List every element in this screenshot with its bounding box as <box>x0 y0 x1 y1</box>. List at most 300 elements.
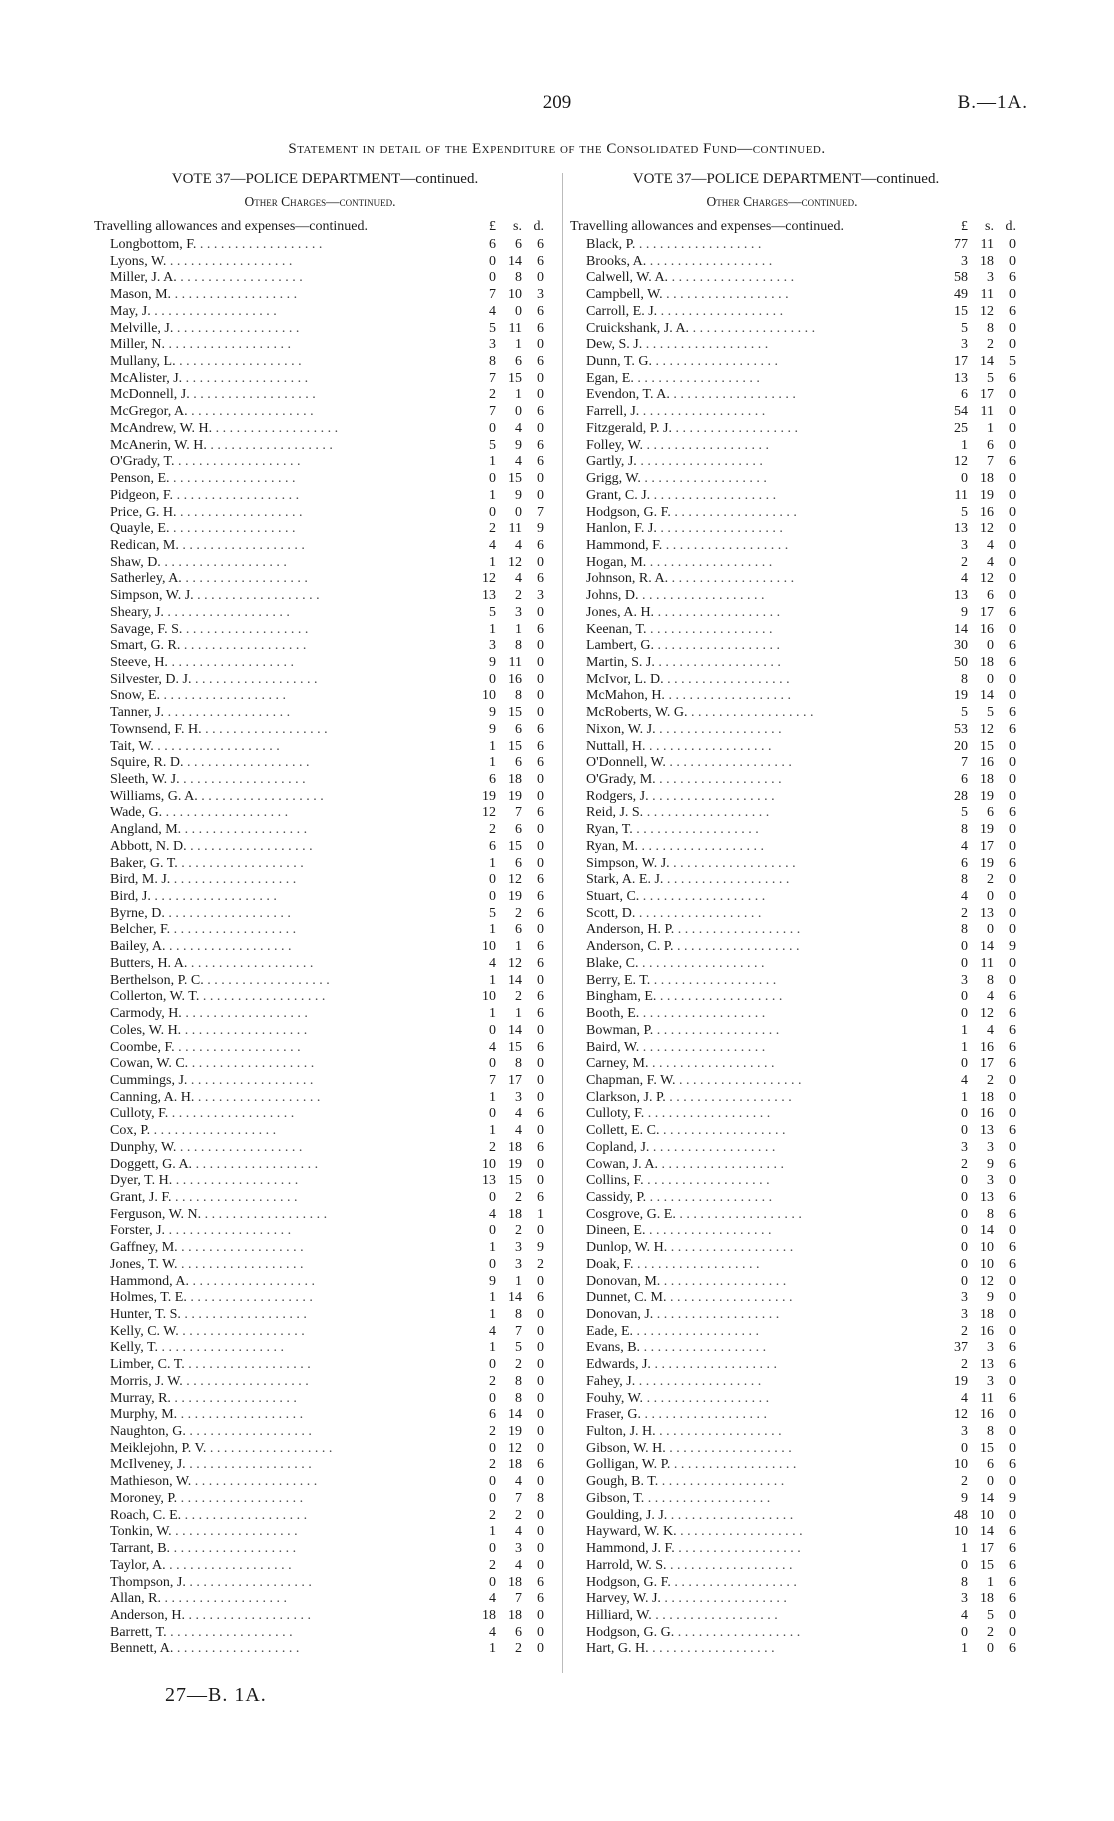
amount-shillings: 14 <box>508 1407 522 1423</box>
payee-name-text: Thompson, J. <box>110 1574 186 1590</box>
leader-dots: . . . . . . . . . . . . . . . . . . <box>150 889 277 905</box>
amount-shillings: 17 <box>980 604 994 620</box>
leader-dots: . . . . . . . . . . . . . . . . . . <box>660 1273 787 1289</box>
amount-pounds: 5 <box>961 805 968 821</box>
table-row <box>94 805 557 822</box>
payee-name <box>586 856 946 873</box>
payee-name <box>586 254 946 271</box>
amount-shillings: 16 <box>980 621 994 637</box>
left-table <box>94 219 557 1658</box>
payee-name <box>110 956 470 973</box>
payee-name <box>586 1641 946 1658</box>
left-subheading: Other Charges—continued. <box>244 194 396 209</box>
leader-dots: . . . . . . . . . . . . . . . . . . <box>657 303 784 319</box>
amount-pence: 6 <box>1009 1574 1016 1590</box>
amount-pence: 6 <box>537 939 544 955</box>
payee-name-text: Miller, N. <box>110 337 166 353</box>
payee-name <box>110 1274 470 1291</box>
amount-shillings: 14 <box>980 939 994 955</box>
amount-shillings: 10 <box>980 1240 994 1256</box>
table-row <box>570 354 1030 371</box>
amount-pence: 0 <box>537 1357 544 1373</box>
payee-name-text: Cruickshank, J. A. <box>586 320 690 336</box>
amount-pence: 6 <box>537 253 544 269</box>
payee-name <box>110 404 470 421</box>
amount-pence: 6 <box>537 1457 544 1473</box>
amount-pounds: 8 <box>961 1574 968 1590</box>
amount-shillings: 12 <box>508 872 522 888</box>
amount-shillings: 8 <box>987 1424 994 1440</box>
payee-name <box>586 1040 946 1057</box>
amount-pence: 0 <box>1009 788 1016 804</box>
amount-pounds: 1 <box>489 1089 496 1105</box>
table-row <box>94 722 557 739</box>
payee-name <box>586 1340 946 1357</box>
amount-shillings: 18 <box>980 772 994 787</box>
amount-pounds: 3 <box>489 337 496 353</box>
leader-dots: . . . . . . . . . . . . . . . . . . <box>177 1407 304 1423</box>
leader-dots: . . . . . . . . . . . . . . . . . . <box>160 688 287 704</box>
table-row <box>94 521 557 538</box>
payee-name <box>110 1223 470 1240</box>
amount-pence: 6 <box>1009 1056 1016 1072</box>
table-row <box>94 1424 557 1441</box>
amount-pence: 0 <box>537 1173 544 1189</box>
payee-name <box>586 922 946 939</box>
table-row <box>94 1140 557 1157</box>
payee-name <box>110 1340 470 1357</box>
table-row <box>94 1240 557 1257</box>
leader-dots: . . . . . . . . . . . . . . . . . . <box>633 1323 760 1339</box>
payee-name <box>110 1591 470 1608</box>
amount-pounds: 1 <box>961 1089 968 1105</box>
amount-pounds: 4 <box>961 571 968 587</box>
payee-name <box>110 672 470 689</box>
table-row <box>570 839 1030 856</box>
payee-name-text: Steeve, H. <box>110 654 168 670</box>
table-row <box>94 304 557 321</box>
amount-shillings: 13 <box>980 1123 994 1139</box>
table-row <box>570 404 1030 421</box>
payee-name-text: Cosgrove, G. E. <box>586 1206 676 1222</box>
amount-pence: 0 <box>1009 320 1016 336</box>
table-row <box>94 755 557 772</box>
amount-pence: 6 <box>1009 1541 1016 1557</box>
leader-dots: . . . . . . . . . . . . . . . . . . <box>186 1290 313 1306</box>
payee-name <box>586 1407 946 1424</box>
payee-name <box>110 1391 470 1408</box>
leader-dots: . . . . . . . . . . . . . . . . . . <box>666 1557 793 1573</box>
payee-name <box>586 1207 946 1224</box>
table-row <box>94 471 557 488</box>
amount-pence: 0 <box>537 554 544 570</box>
payee-name-text: Holmes, T. E. <box>110 1290 187 1306</box>
payee-name-text: Sheary, J. <box>110 604 164 620</box>
amount-pounds: 8 <box>961 822 968 838</box>
amount-pence: 0 <box>537 1373 544 1389</box>
table-row <box>94 1441 557 1458</box>
leader-dots: . . . . . . . . . . . . . . . . . . <box>657 1156 784 1172</box>
amount-pence: 7 <box>537 504 544 520</box>
amount-pence: 6 <box>537 354 544 370</box>
payee-name <box>110 454 470 471</box>
table-row <box>94 454 557 471</box>
amount-shillings: 15 <box>508 370 522 386</box>
payee-name-text: Johns, D. <box>586 588 639 604</box>
leader-dots: . . . . . . . . . . . . . . . . . . <box>191 1474 318 1490</box>
amount-shillings: 6 <box>987 437 994 453</box>
amount-pence: 6 <box>537 1139 544 1155</box>
table-row <box>570 237 1030 254</box>
amount-pounds: 2 <box>489 1557 496 1573</box>
leader-dots: . . . . . . . . . . . . . . . . . . <box>177 1490 304 1506</box>
payee-name-text: Bird, J. <box>110 889 151 905</box>
amount-shillings: 1 <box>515 1273 522 1289</box>
table-row <box>570 906 1030 923</box>
amount-pounds: 1 <box>489 1340 496 1356</box>
amount-pence: 0 <box>537 1624 544 1640</box>
amount-pence: 8 <box>537 1490 544 1506</box>
payee-name-text: Fulton, J. H. <box>586 1424 656 1440</box>
amount-pounds: 0 <box>961 1223 968 1239</box>
payee-name-text: Bowman, P. <box>586 1022 654 1038</box>
amount-pence: 0 <box>1009 1273 1016 1289</box>
amount-pounds: 5 <box>489 320 496 336</box>
table-row <box>570 571 1030 588</box>
amount-pounds: 77 <box>954 237 968 252</box>
leader-dots: . . . . . . . . . . . . . . . . . . <box>674 1624 801 1640</box>
amount-pence: 6 <box>537 320 544 336</box>
table-row <box>94 1040 557 1057</box>
amount-shillings: 6 <box>515 721 522 737</box>
table-row <box>94 688 557 705</box>
amount-pounds: 2 <box>489 521 496 537</box>
amount-shillings: 2 <box>515 989 522 1005</box>
table-row <box>94 1073 557 1090</box>
amount-shillings: 1 <box>515 1006 522 1022</box>
payee-name <box>586 1357 946 1374</box>
amount-shillings: 2 <box>515 588 522 604</box>
payee-name <box>586 1591 946 1608</box>
table-row <box>570 672 1030 689</box>
amount-pence: 6 <box>537 571 544 587</box>
amount-pence: 0 <box>1009 1173 1016 1189</box>
table-row <box>94 1173 557 1190</box>
amount-pounds: 1 <box>961 1641 968 1657</box>
amount-shillings: 8 <box>515 1056 522 1072</box>
amount-pence: 0 <box>537 471 544 487</box>
payee-name <box>586 1608 946 1625</box>
table-row <box>570 722 1030 739</box>
payee-name <box>110 889 470 906</box>
amount-shillings: 19 <box>508 1156 522 1172</box>
payee-name-text: Cummings, J. <box>110 1072 188 1088</box>
leader-dots: . . . . . . . . . . . . . . . . . . <box>639 1039 766 1055</box>
payee-name-text: Price, G. H. <box>110 504 177 520</box>
table-row <box>94 772 557 789</box>
amount-shillings: 15 <box>508 1173 522 1189</box>
amount-shillings: 1 <box>515 337 522 353</box>
payee-name <box>110 1524 470 1541</box>
amount-shillings: 6 <box>515 922 522 938</box>
payee-name-text: Townsend, F. H. <box>110 721 202 737</box>
amount-pounds: 11 <box>954 487 968 503</box>
amount-pounds: 3 <box>961 1591 968 1607</box>
amount-pence: 0 <box>1009 1139 1016 1155</box>
leader-dots: . . . . . . . . . . . . . . . . . . <box>689 320 816 336</box>
table-row <box>94 989 557 1006</box>
amount-pence: 0 <box>1009 487 1016 503</box>
amount-shillings: 4 <box>515 1106 522 1122</box>
payee-name <box>110 354 470 371</box>
amount-pounds: 14 <box>954 621 968 637</box>
leader-dots: . . . . . . . . . . . . . . . . . . <box>644 1490 771 1506</box>
amount-pounds: 0 <box>961 939 968 955</box>
amount-pence: 6 <box>1009 1591 1016 1607</box>
leader-dots: . . . . . . . . . . . . . . . . . . <box>662 287 789 303</box>
leader-dots: . . . . . . . . . . . . . . . . . . <box>674 922 801 938</box>
payee-name <box>586 1257 946 1274</box>
payee-name <box>110 1140 470 1157</box>
amount-shillings: 8 <box>515 1390 522 1406</box>
payee-name <box>586 672 946 689</box>
amount-pounds: 1 <box>489 972 496 988</box>
leader-dots: . . . . . . . . . . . . . . . . . . <box>665 755 792 771</box>
leader-dots: . . . . . . . . . . . . . . . . . . <box>632 822 759 838</box>
amount-pounds: 0 <box>961 1123 968 1139</box>
amount-pence: 0 <box>537 1474 544 1490</box>
leader-dots: . . . . . . . . . . . . . . . . . . <box>667 1507 794 1523</box>
table-row <box>570 337 1030 354</box>
amount-pounds: 0 <box>961 1240 968 1256</box>
payee-name <box>586 1441 946 1458</box>
amount-pounds: 3 <box>961 537 968 553</box>
payee-name <box>110 588 470 605</box>
table-row <box>570 1524 1030 1541</box>
payee-name <box>586 1157 946 1174</box>
table-row <box>570 705 1030 722</box>
amount-shillings: 16 <box>980 1323 994 1339</box>
payee-name <box>586 354 946 371</box>
payee-name <box>586 839 946 856</box>
payee-name-text: Squire, R. D. <box>110 755 184 771</box>
payee-name-text: May, J. <box>110 303 151 319</box>
leader-dots: . . . . . . . . . . . . . . . . . . <box>650 972 777 988</box>
leader-dots: . . . . . . . . . . . . . . . . . . <box>667 1240 794 1256</box>
table-row <box>570 454 1030 471</box>
amount-pounds: 7 <box>489 1072 496 1088</box>
table-row <box>570 1508 1030 1525</box>
amount-shillings: 6 <box>987 805 994 821</box>
leader-dots: . . . . . . . . . . . . . . . . . . <box>182 370 309 386</box>
payee-name <box>110 1240 470 1257</box>
leader-dots: . . . . . . . . . . . . . . . . . . <box>669 387 796 403</box>
leader-dots: . . . . . . . . . . . . . . . . . . <box>181 1022 308 1038</box>
payee-name-text: Mullany, L. <box>110 354 176 370</box>
leader-dots: . . . . . . . . . . . . . . . . . . <box>641 1407 768 1423</box>
amount-pence: 0 <box>1009 621 1016 637</box>
table-row <box>570 1491 1030 1508</box>
left-vote-heading: VOTE 37—POLICE DEPARTMENT—continued. <box>171 171 479 187</box>
payee-name <box>110 789 470 806</box>
amount-pence: 0 <box>537 654 544 670</box>
payee-name-text: Miller, J. A. <box>110 270 177 286</box>
leader-dots: . . . . . . . . . . . . . . . . . . <box>674 1541 801 1557</box>
amount-pounds: 0 <box>961 1624 968 1640</box>
amount-pence: 0 <box>1009 337 1016 353</box>
payee-name <box>586 521 946 538</box>
table-row <box>94 889 557 906</box>
payee-name-text: Naughton, G. <box>110 1424 186 1440</box>
table-row <box>570 1541 1030 1558</box>
amount-shillings: 4 <box>515 1123 522 1139</box>
table-row <box>570 1575 1030 1592</box>
payee-name <box>110 1575 470 1592</box>
payee-name <box>110 538 470 555</box>
leader-dots: . . . . . . . . . . . . . . . . . . <box>650 1357 777 1373</box>
payee-name <box>586 304 946 321</box>
amount-shillings: 0 <box>987 889 994 905</box>
payee-name-text: Moroney, P. <box>110 1490 178 1506</box>
payee-name <box>586 956 946 973</box>
amount-shillings: 13 <box>980 905 994 921</box>
amount-shillings: 1 <box>987 420 994 436</box>
table-row <box>570 1073 1030 1090</box>
amount-shillings: 18 <box>980 1089 994 1105</box>
amount-pounds: 5 <box>489 604 496 620</box>
payee-name <box>110 989 470 1006</box>
table-row <box>94 1457 557 1474</box>
payee-name <box>110 1424 470 1441</box>
table-row <box>94 1391 557 1408</box>
amount-shillings: 5 <box>987 1607 994 1623</box>
payee-name-text: Longbottom, F. <box>110 237 197 252</box>
amount-shillings: 18 <box>508 772 522 787</box>
amount-pence: 0 <box>1009 437 1016 453</box>
amount-pence: 0 <box>537 420 544 436</box>
leader-dots: . . . . . . . . . . . . . . . . . . <box>650 487 777 503</box>
payee-name-text: Evans, B. <box>586 1340 641 1356</box>
amount-shillings: 4 <box>515 420 522 436</box>
payee-name <box>586 722 946 739</box>
amount-pence: 0 <box>1009 822 1016 838</box>
left-table-header <box>94 219 557 237</box>
payee-name-text: Shaw, D. <box>110 554 161 570</box>
payee-name <box>110 688 470 705</box>
leader-dots: . . . . . . . . . . . . . . . . . . <box>173 1641 300 1657</box>
amount-shillings: 8 <box>987 1206 994 1222</box>
leader-dots: . . . . . . . . . . . . . . . . . . <box>670 504 797 520</box>
table-row <box>570 1056 1030 1073</box>
amount-pounds: 7 <box>489 370 496 386</box>
payee-name-text: Hammond, J. F. <box>586 1541 675 1557</box>
amount-pence: 6 <box>537 872 544 888</box>
leader-dots: . . . . . . . . . . . . . . . . . . <box>663 671 790 687</box>
payee-name-text: Ryan, T. <box>586 822 633 838</box>
leader-dots: . . . . . . . . . . . . . . . . . . <box>662 537 789 553</box>
payee-name-text: Cox, P. <box>110 1123 151 1139</box>
payee-name-text: McRoberts, W. G. <box>586 705 688 721</box>
amount-shillings: 4 <box>515 454 522 470</box>
payee-name-text: Carney, M. <box>586 1056 649 1072</box>
table-row <box>94 287 557 304</box>
payee-name <box>110 705 470 722</box>
amount-shillings: 14 <box>508 1290 522 1306</box>
amount-shillings: 13 <box>980 1189 994 1205</box>
table-row <box>94 922 557 939</box>
payee-name <box>586 1575 946 1592</box>
payee-name <box>110 1090 470 1107</box>
amount-pounds: 0 <box>489 1574 496 1590</box>
payee-name-text: Grant, J. F. <box>110 1189 172 1205</box>
payee-name-text: Kelly, T. <box>110 1340 158 1356</box>
table-row <box>94 1575 557 1592</box>
amount-shillings: 11 <box>980 955 994 971</box>
table-row <box>94 1207 557 1224</box>
amount-pounds: 10 <box>482 939 496 955</box>
amount-pounds: 0 <box>489 889 496 905</box>
table-row <box>570 1157 1030 1174</box>
amount-pounds: 1 <box>489 755 496 771</box>
payee-name-text: McIlveney, J. <box>110 1457 186 1473</box>
leader-dots: . . . . . . . . . . . . . . . . . . <box>182 621 309 637</box>
payee-name <box>110 1123 470 1140</box>
table-row <box>94 655 557 672</box>
payee-name-text: Culloty, F. <box>110 1106 169 1122</box>
payee-name-text: Hanlon, F. J. <box>586 521 657 537</box>
leader-dots: . . . . . . . . . . . . . . . . . . <box>644 1106 771 1122</box>
amount-pence: 0 <box>1009 1323 1016 1339</box>
payee-name-text: Rodgers, J. <box>586 788 649 804</box>
amount-shillings: 12 <box>508 554 522 570</box>
payee-name-text: Calwell, W. A. <box>586 270 669 286</box>
amount-pence: 0 <box>1009 1373 1016 1389</box>
payee-name-text: Bailey, A. <box>110 939 166 955</box>
table-row <box>94 1106 557 1123</box>
amount-pounds: 17 <box>954 354 968 370</box>
amount-shillings: 4 <box>987 1022 994 1038</box>
amount-pence: 0 <box>537 1440 544 1456</box>
amount-shillings: 15 <box>508 705 522 721</box>
amount-shillings: 3 <box>987 1340 994 1356</box>
payee-name-text: Bennett, A. <box>110 1641 174 1657</box>
amount-pounds: 4 <box>489 1206 496 1222</box>
table-row <box>94 371 557 388</box>
amount-pounds: 1 <box>489 1123 496 1139</box>
amount-shillings: 19 <box>508 1424 522 1440</box>
leader-dots: . . . . . . . . . . . . . . . . . . <box>648 788 775 804</box>
payee-name-text: Ferguson, W. N. <box>110 1206 202 1222</box>
leader-dots: . . . . . . . . . . . . . . . . . . <box>665 1440 792 1456</box>
amount-shillings: 4 <box>987 989 994 1005</box>
table-row <box>570 789 1030 806</box>
payee-name <box>586 1324 946 1341</box>
amount-pence: 6 <box>1009 1039 1016 1055</box>
payee-name-text: Byrne, D. <box>110 905 165 921</box>
payee-name-text: Limber, C. T. <box>110 1357 185 1373</box>
table-row <box>570 1240 1030 1257</box>
amount-pounds: 4 <box>489 303 496 319</box>
table-row <box>94 387 557 404</box>
amount-pence: 6 <box>537 303 544 319</box>
amount-pounds: 0 <box>489 1223 496 1239</box>
amount-pence: 0 <box>537 1273 544 1289</box>
payee-name-text: Gibson, T. <box>586 1490 645 1506</box>
leader-dots: . . . . . . . . . . . . . . . . . . <box>659 1123 786 1139</box>
payee-name-text: Egan, E. <box>586 370 634 386</box>
payee-name <box>110 1541 470 1558</box>
amount-pence: 0 <box>1009 387 1016 403</box>
